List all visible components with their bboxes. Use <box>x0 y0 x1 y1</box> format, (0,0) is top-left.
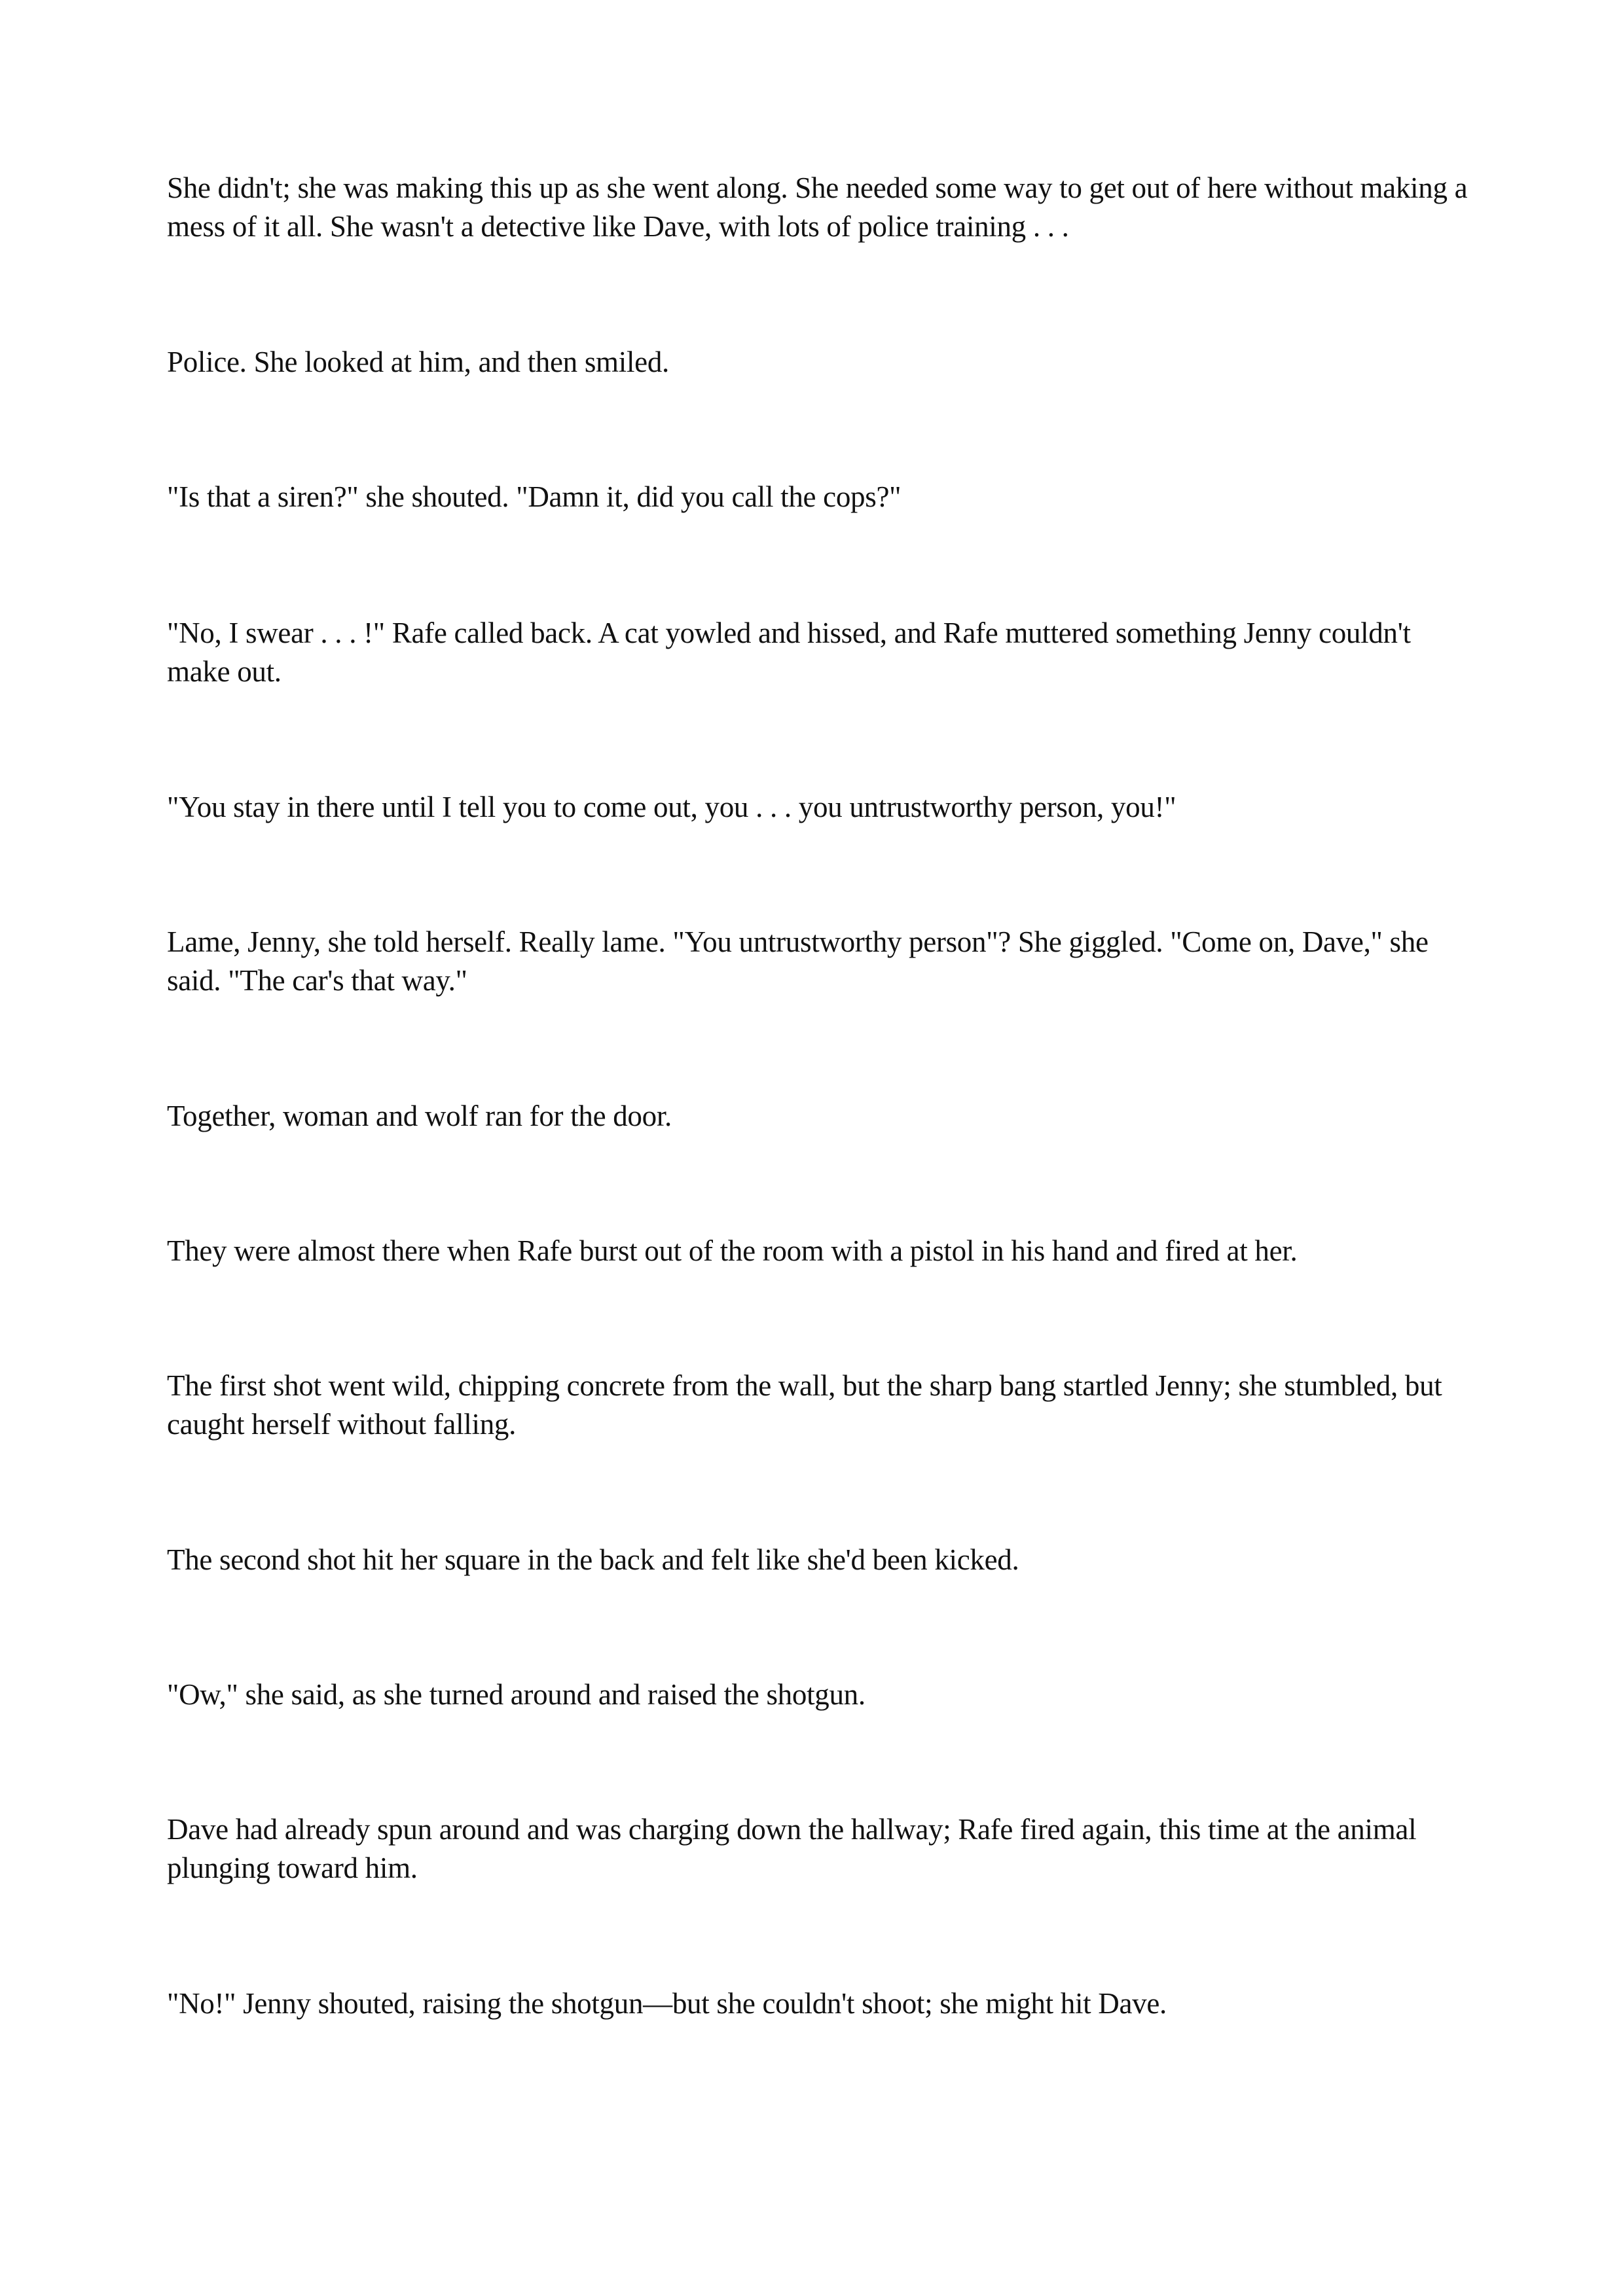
paragraph-9: The first shot went wild, chipping concrete from the wall, but the sharp bang startled Jenny; she stumbled, but caught herself without falling. <box>167 1369 1442 1441</box>
paragraph-8: They were almost there when Rafe burst out of the room with a pistol in his hand and fired at her. <box>167 1234 1298 1267</box>
paragraph-2: Police. She looked at him, and then smiled. <box>167 346 669 378</box>
paragraph-4: "No, I swear . . . !" Rafe called back. A cat yowled and hissed, and Rafe muttered something Jenny couldn't make out. <box>167 617 1411 688</box>
paragraph-12: Dave had already spun around and was charging down the hallway; Rafe fired again, this time at the animal plunging toward him. <box>167 1813 1417 1884</box>
paragraph-11: "Ow," she said, as she turned around and raised the shotgun. <box>167 1678 866 1711</box>
paragraph-13: "No!" Jenny shouted, raising the shotgun—but she couldn't shoot; she might hit Dave. <box>167 1987 1167 2020</box>
paragraph-10: The second shot hit her square in the back and felt like she'd been kicked. <box>167 1543 1019 1576</box>
paragraph-7: Together, woman and wolf ran for the door. <box>167 1100 672 1132</box>
paragraph-1: She didn't; she was making this up as she went along. She needed some way to get out of here without making a mess of it all. She wasn't a detective like Dave, with lots of police training . . . <box>167 171 1468 243</box>
paragraph-6: Lame, Jenny, she told herself. Really lame. "You untrustworthy person"? She giggled. "Come on, Dave," she said. "The car's that way." <box>167 925 1429 997</box>
paragraph-5: "You stay in there until I tell you to come out, you . . . you untrustworthy person, you!" <box>167 791 1176 823</box>
paragraph-3: "Is that a siren?" she shouted. "Damn it, did you call the cops?" <box>167 480 902 513</box>
